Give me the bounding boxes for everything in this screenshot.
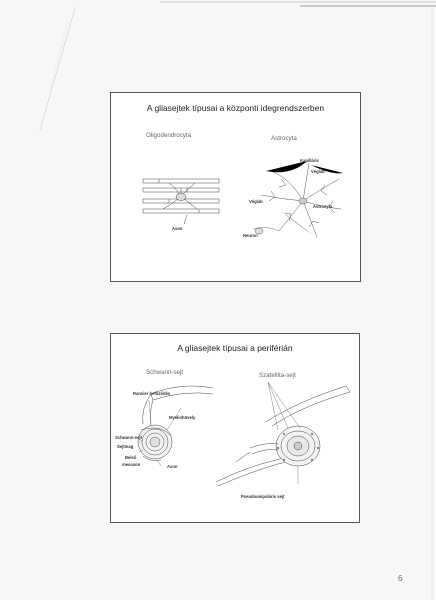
endfoot-label-top: Véglab <box>311 169 325 174</box>
axon-label: Axon <box>172 226 183 231</box>
slide1-title: A gliasejtek típusai a központi idegrendszerben <box>146 103 325 113</box>
astrocyte-caption: Astrocyta <box>271 135 297 142</box>
inner-label: Belső <box>125 455 137 460</box>
capillary-label: Kapilláris <box>300 158 319 163</box>
oligodendrocyte-caption: Oligodendrocyta <box>146 132 192 139</box>
pseudounipolar-cell-label: Pseudounipoláris sejt <box>241 494 285 499</box>
page-number: 6 <box>398 574 403 583</box>
astrocyte-label: Astrocyta <box>313 204 333 209</box>
mesaxon-label: mesaxon <box>122 462 141 467</box>
satellite-caption: Szatellita-sejt <box>259 372 296 379</box>
satellite-cell-illustration <box>206 382 356 497</box>
endfoot-label-left: Véglab <box>249 199 263 204</box>
ranvier-node-label: Ranvier befűződés <box>133 391 171 396</box>
slide2-title: A gliasejtek típusai a periférián <box>177 343 293 353</box>
schwann-caption: Schwann-sejt <box>146 369 184 376</box>
oligodendrocyte-illustration <box>139 171 224 226</box>
schwann-axon-label: Axon <box>167 464 178 469</box>
slide-cns-glia <box>110 92 361 282</box>
myelin-sheath-label: Myelinhüvely <box>169 415 196 420</box>
slide-peripheral-glia <box>110 333 360 523</box>
schwann-cell-label: Schwann-sejt <box>115 435 142 440</box>
neuron-label: Neuron <box>243 233 258 238</box>
astrocyte-illustration <box>251 151 351 241</box>
nucleus-label: Sejtmag <box>117 444 134 449</box>
